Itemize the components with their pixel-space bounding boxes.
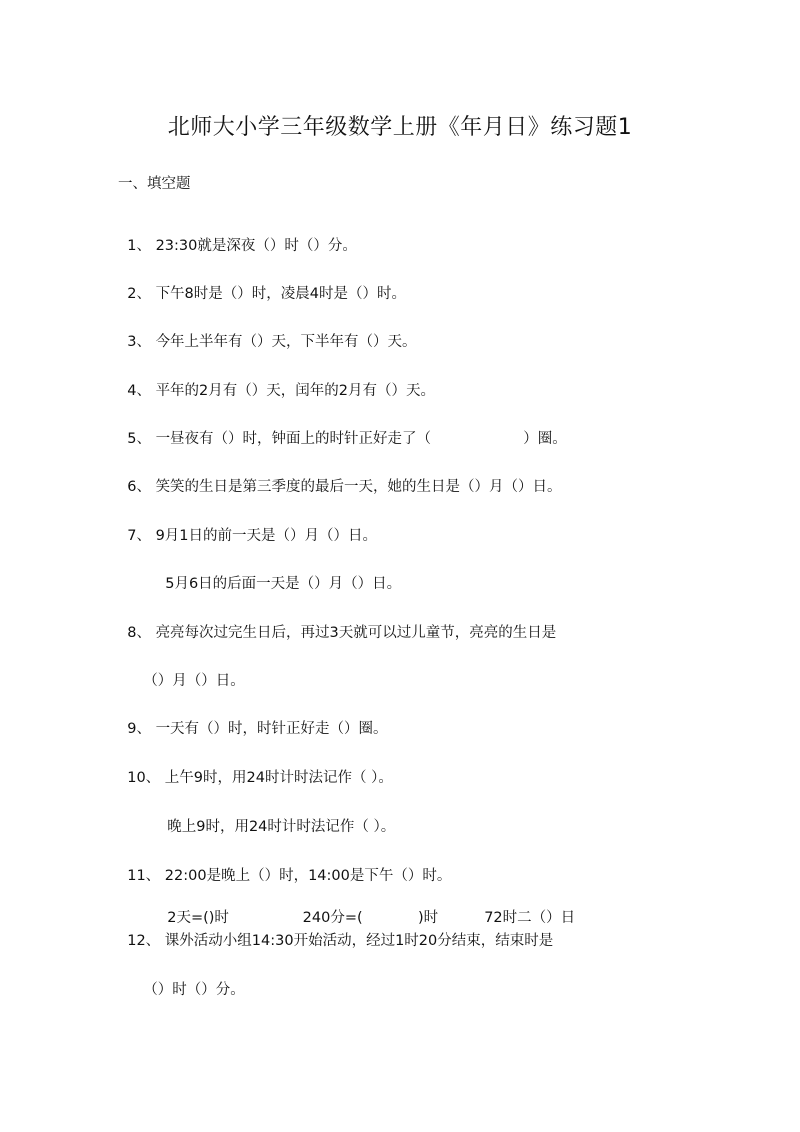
- question-number: 1、: [127, 238, 151, 254]
- question-1: [118, 218, 357, 255]
- question-text: 5月6日的后面一天是（）月（）日。: [165, 576, 402, 592]
- question-text: 一昼夜有（）时，钟面上的时针正好走了（ ）圈。: [155, 431, 567, 447]
- question-number: 7、: [127, 528, 151, 544]
- question-number: 3、: [127, 334, 151, 350]
- question-text: 9月1日的前一天是（）月（）日。: [155, 528, 378, 544]
- question-7-part-2: [156, 556, 401, 593]
- question-number: 2、: [127, 286, 151, 302]
- page-title: 北师大小学三年级数学上册《年月日》练习题1: [167, 115, 633, 140]
- question-7: [118, 508, 377, 545]
- question-number: 6、: [127, 479, 151, 495]
- question-text: 下午8时是（）时，凌晨4时是（）时。: [155, 286, 407, 302]
- question-8: [118, 605, 556, 642]
- section-heading: 一、填空题: [118, 176, 191, 192]
- question-text: 22:00是晚上（）时，14:00是下午（）时。: [164, 868, 452, 884]
- question-10-part-2: [158, 799, 395, 836]
- question-number: 8、: [127, 625, 151, 641]
- question-5: [118, 411, 567, 448]
- question-text: 晚上9时，用24时计时法记作（ ）。: [167, 819, 396, 835]
- question-9: [118, 701, 388, 738]
- question-text: 笑笑的生日是第三季度的最后一天，她的生日是（）月（）日。: [155, 479, 562, 495]
- question-text: （）月（）日。: [143, 673, 245, 689]
- question-10: [118, 750, 393, 787]
- question-number: 4、: [127, 383, 151, 399]
- question-text: 一天有（）时，时针正好走（）圈。: [155, 721, 388, 737]
- question-text: 亮亮每次过完生日后，再过3天就可以过儿童节，亮亮的生日是: [155, 625, 557, 641]
- question-2: [118, 266, 406, 303]
- question-11: [118, 848, 451, 885]
- question-6: [118, 459, 562, 496]
- question-text: 2天=()时 240分=( )时 72时二（）日: [167, 910, 576, 926]
- question-3: [118, 314, 417, 351]
- question-12: [118, 913, 553, 950]
- question-number: 11、: [127, 868, 161, 884]
- question-number: 9、: [127, 721, 151, 737]
- question-number: 12、: [127, 933, 161, 949]
- question-12-part-2: [134, 962, 245, 999]
- question-text: 上午9时，用24时计时法记作（ ）。: [164, 770, 393, 786]
- question-text: （）时（）分。: [143, 982, 245, 998]
- question-4: [118, 363, 435, 400]
- question-8-part-2: [134, 653, 245, 690]
- question-text: 课外活动小组14:30开始活动，经过1时20分结束，结束时是: [164, 933, 554, 949]
- question-text: 今年上半年有（）天，下半年有（）天。: [155, 334, 417, 350]
- question-number: 10、: [127, 770, 161, 786]
- question-text: 平年的2月有（）天，闰年的2月有（）天。: [155, 383, 436, 399]
- question-number: 5、: [127, 431, 151, 447]
- question-text: 23:30就是深夜（）时（）分。: [155, 238, 357, 254]
